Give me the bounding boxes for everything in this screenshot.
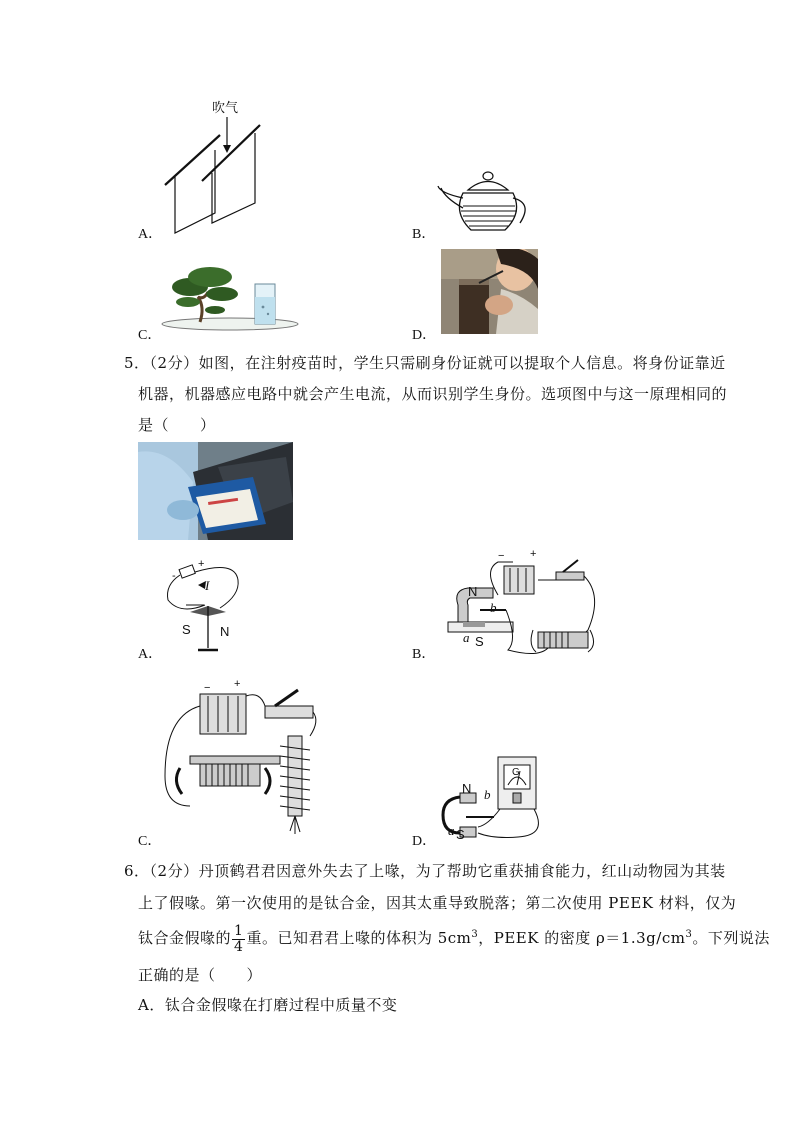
fig-c-plus: + [234, 678, 241, 690]
q5-figure-c [160, 676, 330, 841]
q5-line-3: 是（ ） [138, 416, 216, 434]
q5-option-d-label: D． [412, 834, 437, 849]
q4-option-b-label: B． [412, 227, 436, 242]
q5-figure-d [438, 755, 543, 845]
q6-line-3 [138, 918, 770, 955]
q6-line-1: 6．（2分）丹顶鹤君君因意外失去了上喙，为了帮助它重获捕食能力，红山动物园为其装 [124, 862, 726, 880]
q4-option-a-label: A． [138, 227, 163, 242]
q6-fraction-numerator: 1 [234, 922, 244, 939]
q5-option-b-label: B． [412, 647, 436, 662]
q5-option-c-label: C． [138, 834, 162, 849]
fig-b-b-label: b [490, 600, 497, 615]
q5-figure-b [438, 550, 608, 660]
blow-label: 吹气 [212, 100, 239, 115]
fig-b-s-pole: S [475, 634, 484, 649]
fig-a-current: I [205, 578, 210, 593]
fig-d-b-label: b [484, 787, 491, 802]
fig-b-a-label: a [463, 630, 470, 645]
q5-line-2: 机器，机器感应电路中就会产生电流，从而识别学生身份。选项图中与这一原理相同的 [138, 385, 728, 403]
straw-photo [441, 249, 538, 334]
q6-sup-2: 3 [685, 929, 693, 940]
paper-sheets-illustration [160, 95, 270, 240]
fig-b-minus: − [498, 550, 505, 562]
q4-option-c-label: C． [138, 328, 162, 343]
fig-a-n-pole: N [220, 624, 230, 639]
fig-a-minus: - [172, 570, 176, 582]
q5-option-a-label: A． [138, 647, 163, 662]
fig-c-minus: − [204, 682, 211, 694]
q4-figure-b [435, 168, 535, 238]
q6-fraction-denominator: 4 [234, 938, 244, 955]
fig-d-s-pole: S [456, 827, 465, 842]
q6-line-2: 上了假喙。第一次使用的是钛合金，因其太重导致脱落；第二次使用 PEEK 材料，仅为 [138, 894, 737, 912]
bonsai-bottle-illustration [160, 252, 300, 336]
q4-figure-c [160, 252, 300, 336]
fig-b-n-pole: N [468, 584, 478, 599]
fig-a-s-pole: S [182, 622, 191, 637]
id-card-scan-photo [138, 442, 293, 540]
q5-id-card-photo [138, 442, 293, 540]
q5-line-1: 5．（2分）如图，在注射疫苗时，学生只需刷身份证就可以提取个人信息。将身份证靠近 [124, 354, 726, 372]
q4-figure-a [160, 95, 270, 240]
q6-line-3-part-b: 重。已知君君上喙的体积为 5cm [246, 929, 472, 947]
teapot-illustration [435, 168, 535, 238]
fig-d-g-label: G [512, 767, 520, 778]
q4-figure-d [441, 249, 538, 334]
electromagnet-circuit-illustration [160, 676, 330, 841]
fig-b-plus: + [530, 548, 537, 560]
q4-option-d-label: D． [412, 328, 437, 343]
q6-line-3-part-c: ，PEEK 的密度 ρ＝1.3g/cm [478, 929, 686, 947]
q6-option-a: A．钛合金假喙在打磨过程中质量不变 [138, 996, 398, 1014]
q6-line-3-part-d: 。下列说法 [692, 929, 770, 947]
fig-d-a-label: a [448, 823, 455, 838]
fig-d-n-pole: N [462, 781, 472, 796]
q6-line-4: 正确的是（ ） [138, 966, 263, 984]
q6-line-3-part-a: 钛合金假喙的 [138, 929, 232, 947]
q6-fraction [232, 924, 245, 955]
fig-a-plus: + [198, 558, 205, 570]
q6-sup-1: 3 [471, 929, 479, 940]
q5-figure-a [160, 560, 250, 660]
